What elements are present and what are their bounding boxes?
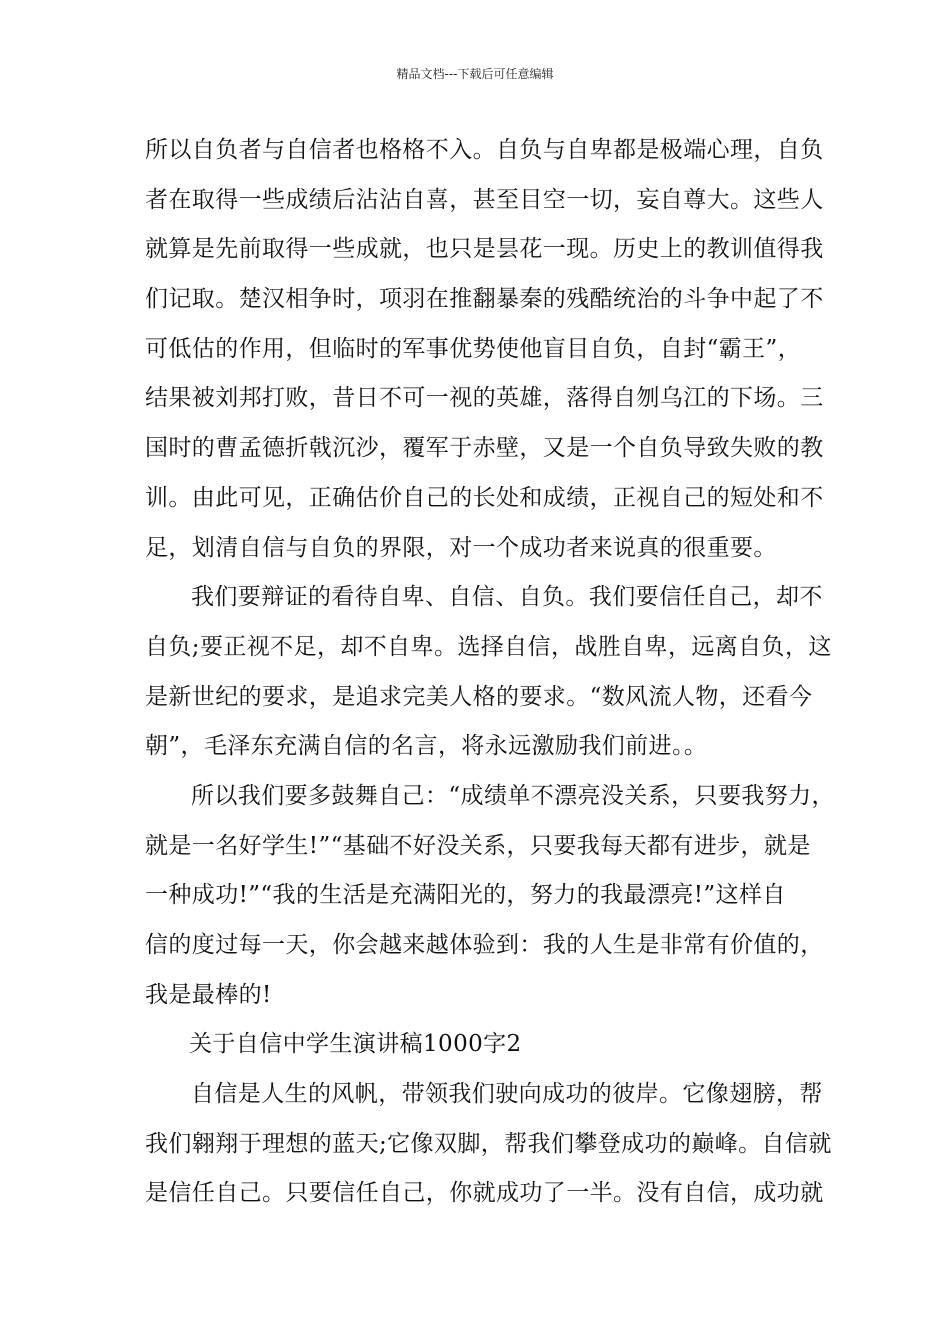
- text-line: 所以自负者与自信者也格格不入。自负与自卑都是极端心理，自负: [145, 137, 824, 163]
- text-line: 我们要辩证的看待自卑、自信、自负。我们要信任自己，却不: [191, 584, 823, 611]
- text-line: 结果被刘邦打败，昔日不可一视的英雄，落得自刎乌江的下场。三: [145, 385, 824, 412]
- text-line: 国时的曹孟德折戟沉沙，覆军于赤壁，又是一个自负导致失败的教: [145, 435, 824, 462]
- text-line: 自信是人生的风帆，带领我们驶向成功的彼岸。它像翅膀，帮: [191, 1081, 823, 1108]
- text-line: 就算是先前取得一些成就，也只是昙花一现。历史上的教训值得我: [145, 236, 824, 263]
- document-body: [145, 126, 835, 1219]
- text-line: 一种成功!”“我的生活是充满阳光的，努力的我最漂亮!”这样自: [145, 882, 786, 909]
- text-line: 者在取得一些成绩后沾沾自喜，甚至目空一切，妄自尊大。这些人: [145, 186, 824, 213]
- text-line: 们记取。楚汉相争时，项羽在推翻暴秦的残酷统治的斗争中起了不: [145, 286, 824, 313]
- text-line: 就是一名好学生!”“基础不好没关系，只要我每天都有进步，就是: [145, 832, 811, 859]
- text-line: 可低估的作用，但临时的军事优势使他盲目自负，自封“霸王”，: [145, 335, 802, 362]
- text-line: 信的度过每一天，你会越来越体验到：我的人生是非常有价值的，: [145, 932, 824, 958]
- text-line: 我是最棒的!: [145, 981, 272, 1008]
- text-line: 朝”，毛泽东充满自信的名言，将永远激励我们前进。。: [145, 733, 708, 760]
- text-line: 自负;要正视不足，却不自卑。选择自信，战胜自卑，远离自负，这: [145, 633, 832, 660]
- text-line: 是信任自己。只要信任自己，你就成功了一半。没有自信，成功就: [145, 1180, 824, 1207]
- text-line: 所以我们要多鼓舞自己：“成绩单不漂亮没关系，只要我努力，: [191, 782, 835, 809]
- text-line: 足，划清自信与自负的界限，对一个成功者来说真的很重要。: [145, 534, 777, 561]
- section-heading: 关于自信中学生演讲稿1000字2: [189, 1031, 522, 1058]
- text-line: 训。由此可见，正确估价自己的长处和成绩，正视自己的短处和不: [145, 484, 824, 511]
- text-line: 是新世纪的要求，是追求完美人格的要求。“数风流人物，还看今: [145, 683, 813, 710]
- page-header: 精品文档---下载后可任意编辑: [396, 67, 554, 81]
- text-line: 我们翱翔于理想的蓝天;它像双脚，帮我们攀登成功的巅峰。自信就: [145, 1130, 832, 1157]
